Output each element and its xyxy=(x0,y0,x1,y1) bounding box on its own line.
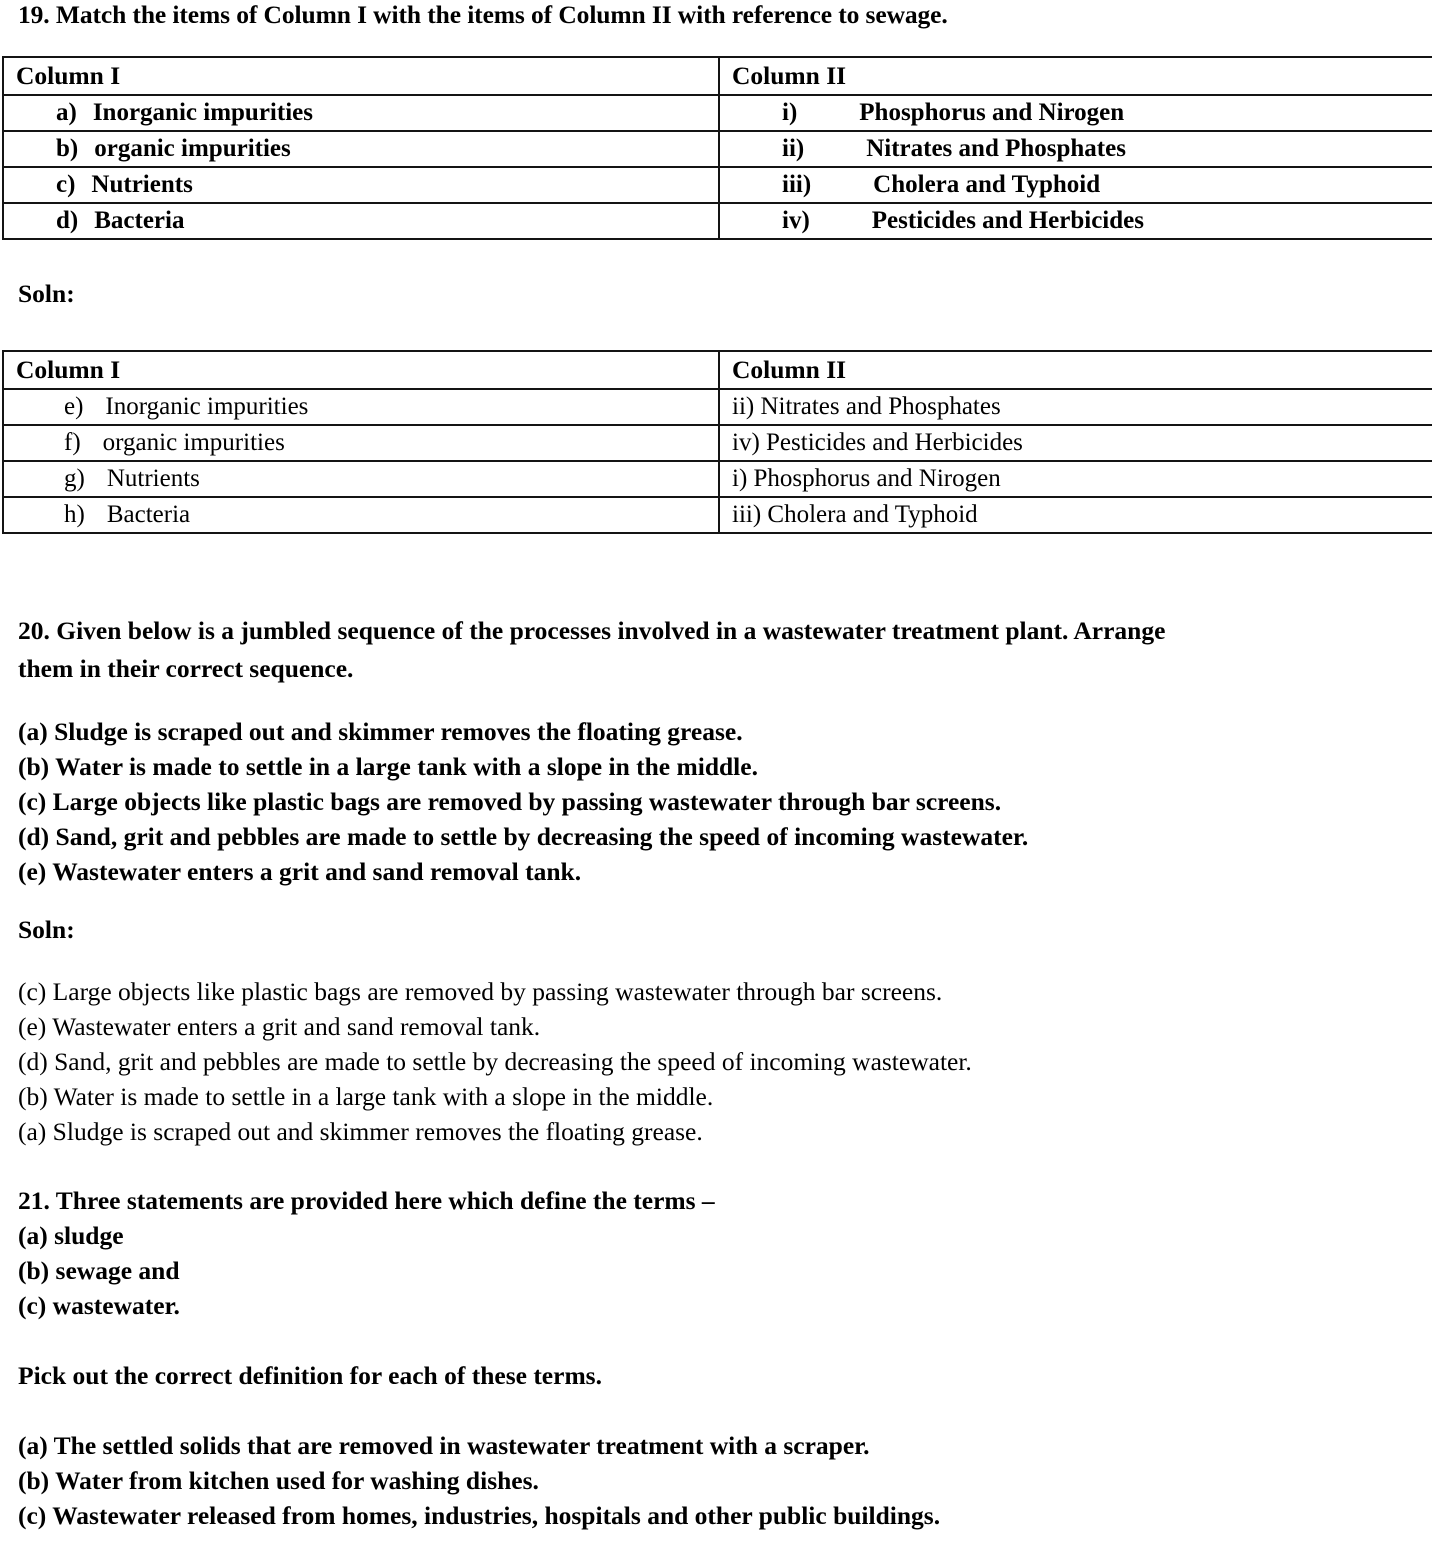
question-20-soln-item: (b) Water is made to settle in a large tank with a slope in the middle. xyxy=(18,1082,714,1111)
question-19-soln-label: Soln: xyxy=(18,279,75,308)
column-ii-entry xyxy=(720,204,1432,238)
question-19-heading: 19. Match the items of Column I with the items of Column II with reference to sewage. xyxy=(18,0,948,29)
question-20-heading-line-1: 20. Given below is a jumbled sequence of the processes involved in a wastewater treatment plant. Arrange xyxy=(18,616,1166,645)
spacer xyxy=(0,1393,1432,1428)
item-marker: iii) xyxy=(782,171,812,198)
question-19-match-table xyxy=(2,56,1432,240)
item-text: Pesticides and Herbicides xyxy=(871,207,1144,234)
cell-column-i xyxy=(3,131,719,167)
question-20-soln-label: Soln: xyxy=(18,915,75,944)
header-cell-column-i xyxy=(3,57,719,95)
item-marker: d) xyxy=(56,207,79,234)
cell-column-i xyxy=(3,203,719,239)
table-row xyxy=(3,203,1432,239)
item-text: i) Phosphorus and Nirogen xyxy=(732,465,1001,492)
item-marker: f) xyxy=(64,429,81,456)
question-20-item: (e) Wastewater enters a grit and sand removal tank. xyxy=(18,857,582,886)
question-20-item: (c) Large objects like plastic bags are removed by passing wastewater through bar screens. xyxy=(18,787,1002,816)
table-row xyxy=(3,95,1432,131)
question-20-soln-item: (a) Sludge is scraped out and skimmer removes the floating grease. xyxy=(18,1117,703,1146)
column-i-entry xyxy=(4,204,718,238)
column-i-entry xyxy=(4,390,718,424)
item-marker: iv) xyxy=(782,207,810,234)
spacer xyxy=(0,688,1432,714)
spacer xyxy=(0,240,1432,277)
cell-column-ii xyxy=(719,167,1432,203)
table-row xyxy=(3,461,1432,497)
column-i-entry xyxy=(4,498,718,532)
table-row xyxy=(3,389,1432,425)
question-20-soln-item: (d) Sand, grit and pebbles are made to settle by decreasing the speed of incoming wastewater. xyxy=(18,1047,972,1076)
item-text: iv) Pesticides and Herbicides xyxy=(732,429,1023,456)
item-marker: i) xyxy=(782,99,798,126)
spacer xyxy=(0,889,1432,913)
question-21-term: (c) wastewater. xyxy=(18,1291,180,1320)
question-20-item: (d) Sand, grit and pebbles are made to settle by decreasing the speed of incoming wastewater. xyxy=(18,822,1029,851)
item-text: Phosphorus and Nirogen xyxy=(859,99,1125,126)
column-i-entry xyxy=(4,132,718,166)
question-21-definition: (b) Water from kitchen used for washing dishes. xyxy=(18,1466,539,1495)
cell-column-ii xyxy=(719,425,1432,461)
column-ii-header-label: Column II xyxy=(732,355,847,384)
item-text: organic impurities xyxy=(102,429,285,456)
cell-column-ii xyxy=(719,461,1432,497)
item-text: Bacteria xyxy=(94,207,185,234)
column-i-entry xyxy=(4,168,718,202)
item-marker: ii) xyxy=(782,135,805,162)
header-cell-column-ii xyxy=(719,57,1432,95)
column-ii-entry xyxy=(720,426,1432,460)
question-20-soln-item: (e) Wastewater enters a grit and sand removal tank. xyxy=(18,1012,541,1041)
column-ii-entry xyxy=(720,462,1432,496)
item-text: Inorganic impurities xyxy=(92,99,313,126)
item-marker: h) xyxy=(64,501,85,528)
cell-column-i xyxy=(3,95,719,131)
spacer xyxy=(0,1149,1432,1183)
cell-column-i xyxy=(3,425,719,461)
column-ii-entry xyxy=(720,390,1432,424)
question-21-term: (b) sewage and xyxy=(18,1256,180,1285)
item-text: Bacteria xyxy=(106,501,191,528)
column-i-entry xyxy=(4,96,718,130)
question-20-item: (b) Water is made to settle in a large tank with a slope in the middle. xyxy=(18,752,758,781)
table-row xyxy=(3,131,1432,167)
question-21-instruction: Pick out the correct definition for each of these terms. xyxy=(18,1361,602,1390)
cell-column-ii xyxy=(719,131,1432,167)
cell-column-i xyxy=(3,461,719,497)
cell-column-ii xyxy=(719,497,1432,533)
cell-column-i xyxy=(3,389,719,425)
spacer xyxy=(0,534,1432,612)
item-marker: b) xyxy=(56,135,79,162)
item-marker: e) xyxy=(64,393,84,420)
column-i-entry xyxy=(4,462,718,496)
table-row xyxy=(3,497,1432,533)
column-ii-entry xyxy=(720,132,1432,166)
spacer xyxy=(0,947,1432,974)
column-i-header-label: Column I xyxy=(16,61,121,90)
item-text: iii) Cholera and Typhoid xyxy=(732,501,978,528)
table-row xyxy=(3,425,1432,461)
spacer xyxy=(0,34,1432,56)
question-21-heading: 21. Three statements are provided here which define the terms – xyxy=(18,1186,715,1215)
question-20-soln-item: (c) Large objects like plastic bags are removed by passing wastewater through bar screens. xyxy=(18,977,943,1006)
item-text: Inorganic impurities xyxy=(105,393,309,420)
question-21-term: (a) sludge xyxy=(18,1221,124,1250)
column-ii-header-label: Column II xyxy=(732,61,847,90)
item-text: Nutrients xyxy=(91,171,193,198)
cell-column-ii xyxy=(719,389,1432,425)
item-marker: c) xyxy=(56,171,76,198)
cell-column-ii xyxy=(719,203,1432,239)
column-i-header-label: Column I xyxy=(16,355,121,384)
column-ii-entry xyxy=(720,168,1432,202)
item-text: Nitrates and Phosphates xyxy=(866,135,1126,162)
item-text: Cholera and Typhoid xyxy=(873,171,1101,198)
header-cell-column-ii xyxy=(719,351,1432,389)
cell-column-i xyxy=(3,167,719,203)
question-21-definition: (a) The settled solids that are removed in wastewater treatment with a scraper. xyxy=(18,1431,870,1460)
question-21-definition: (c) Wastewater released from homes, industries, hospitals and other public buildings. xyxy=(18,1501,941,1530)
item-text: organic impurities xyxy=(94,135,291,162)
item-marker: g) xyxy=(64,465,85,492)
table-header-row xyxy=(3,57,1432,95)
item-marker: a) xyxy=(56,99,77,126)
cell-column-i xyxy=(3,497,719,533)
column-ii-entry xyxy=(720,96,1432,130)
question-20-heading-line-2: them in their correct sequence. xyxy=(18,654,354,683)
column-i-entry xyxy=(4,426,718,460)
header-cell-column-i xyxy=(3,351,719,389)
item-text: ii) Nitrates and Phosphates xyxy=(732,393,1001,420)
item-text: Nutrients xyxy=(106,465,200,492)
cell-column-ii xyxy=(719,95,1432,131)
column-ii-entry xyxy=(720,498,1432,532)
spacer xyxy=(0,311,1432,350)
table-row xyxy=(3,167,1432,203)
table-header-row xyxy=(3,351,1432,389)
spacer xyxy=(0,1323,1432,1358)
question-20-item: (a) Sludge is scraped out and skimmer removes the floating grease. xyxy=(18,717,743,746)
question-19-answer-table xyxy=(2,350,1432,534)
